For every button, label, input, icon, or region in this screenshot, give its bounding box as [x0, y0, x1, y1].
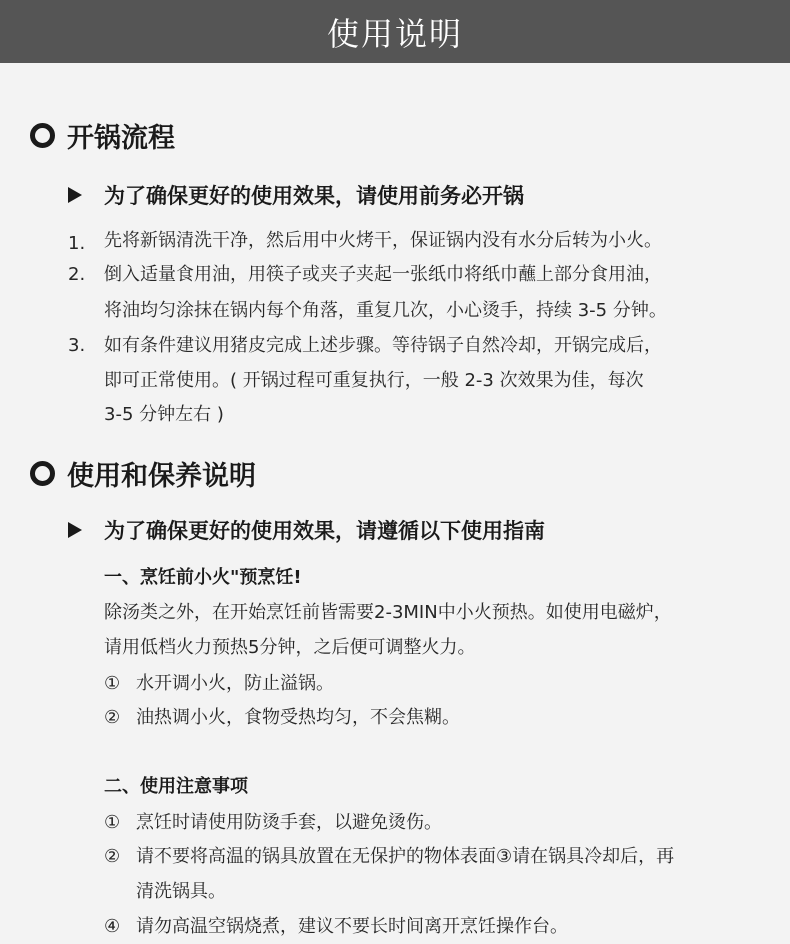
item-text: 请勿高温空锅烧煮，建议不要长时间离开烹饪操作台。	[136, 916, 568, 937]
item-marker: ①	[104, 812, 121, 833]
section-subheading: 为了确保更好的使用效果，请使用前务必开锅	[68, 180, 524, 210]
paragraph-line: 请用低档火力预热5分钟，之后便可调整火力。	[104, 637, 476, 658]
paragraph-line: 除汤类之外，在开始烹饪前皆需要2-3MIN中小火预热。如使用电磁炉，	[104, 602, 672, 623]
step-text: 先将新锅清洗干净，然后用中火烤干，保证锅内没有水分后转为小火。	[104, 230, 662, 251]
triangle-bullet-icon	[68, 187, 82, 203]
step-text: 将油均匀涂抹在锅内每个角落，重复几次，小心烫手，持续 3-5 分钟。	[104, 300, 667, 321]
part-title: 二、使用注意事项	[104, 776, 248, 797]
page-title: 使用说明	[326, 14, 463, 53]
step-text: 即可正常使用。( 开锅过程可重复执行，一般 2-3 次效果为佳，每次	[104, 370, 644, 391]
item-marker: ④	[104, 916, 121, 937]
item-marker: ①	[104, 673, 121, 694]
step-number: 1.	[68, 233, 86, 254]
item-text: 油热调小火，食物受热均匀，不会焦糊。	[136, 707, 460, 728]
step-text: 如有条件建议用猪皮完成上述步骤。等待锅子自然冷却，开锅完成后，	[104, 335, 662, 356]
step-text: 3-5 分钟左右 )	[104, 404, 224, 425]
step-number: 2.	[68, 264, 86, 285]
item-text: 清洗锅具。	[136, 881, 226, 902]
part-title: 一、烹饪前小火"预烹饪!	[104, 567, 302, 588]
item-text: 请不要将高温的锅具放置在无保护的物体表面③请在锅具冷却后，再	[136, 846, 675, 867]
circle-bullet-icon	[30, 461, 55, 486]
step-text: 倒入适量食用油，用筷子或夹子夹起一张纸巾将纸巾蘸上部分食用油，	[104, 264, 662, 285]
section-title-care: 使用和保养说明	[30, 453, 256, 493]
circle-bullet-icon	[30, 123, 55, 148]
item-marker: ②	[104, 707, 121, 728]
item-text: 烹饪时请使用防烫手套，以避免烫伤。	[136, 812, 442, 833]
step-number: 3.	[68, 335, 86, 356]
section-subheading: 为了确保更好的使用效果，请遵循以下使用指南	[68, 515, 545, 545]
item-text: 水开调小火，防止溢锅。	[136, 673, 334, 694]
item-marker: ②	[104, 846, 121, 867]
section-title-opening: 开锅流程	[30, 115, 175, 155]
page-header	[0, 0, 790, 63]
triangle-bullet-icon	[68, 522, 82, 538]
